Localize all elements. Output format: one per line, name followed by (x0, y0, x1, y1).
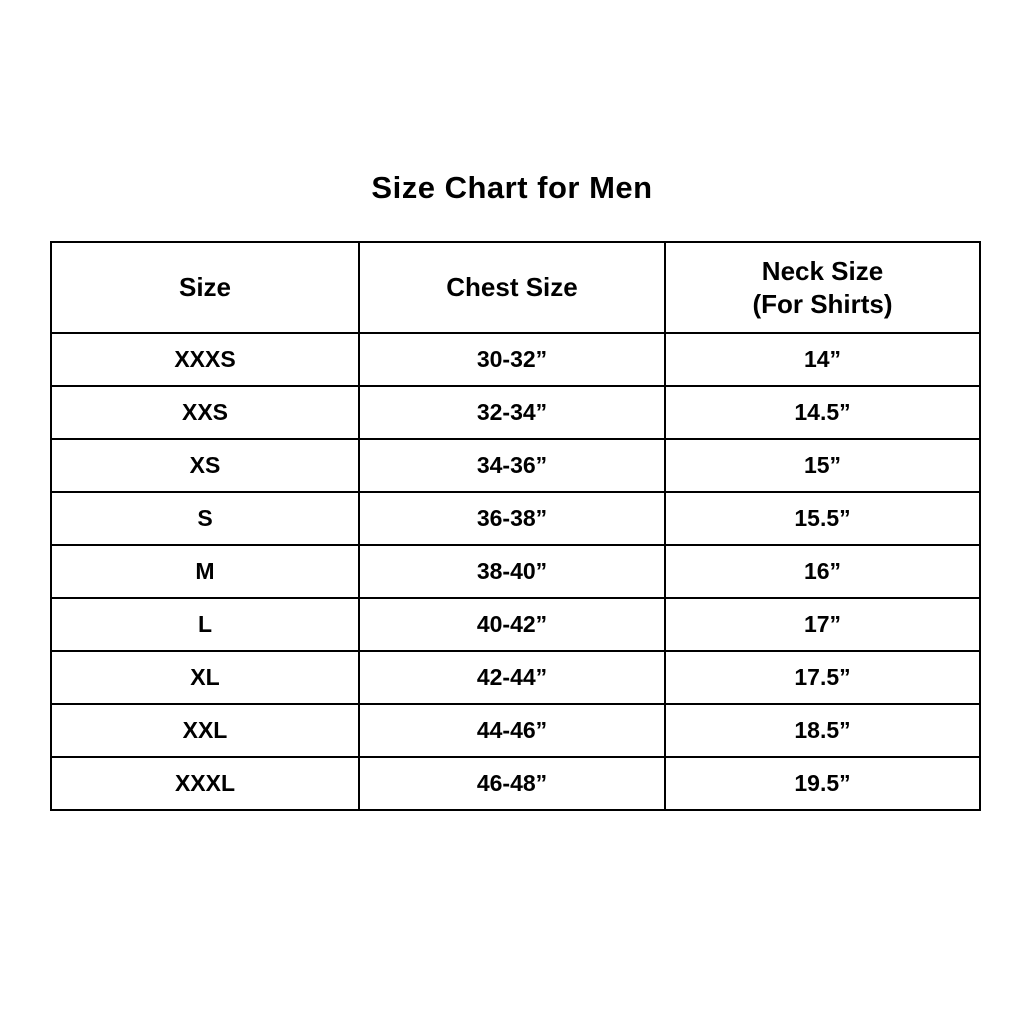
table-row (51, 386, 980, 439)
page-title: Size Chart for Men (371, 170, 653, 205)
cell-neck: 17.5” (665, 651, 980, 704)
table-header (51, 242, 980, 333)
cell-size: L (51, 598, 359, 651)
column-header-size: Size (51, 242, 359, 333)
cell-size: M (51, 545, 359, 598)
cell-neck: 15” (665, 439, 980, 492)
cell-size: XXXS (51, 333, 359, 386)
table-row (51, 757, 980, 810)
cell-size: XXS (51, 386, 359, 439)
table-row (51, 545, 980, 598)
column-header-chest-size: Chest Size (359, 242, 665, 333)
cell-chest: 38-40” (359, 545, 665, 598)
cell-chest: 30-32” (359, 333, 665, 386)
cell-chest: 40-42” (359, 598, 665, 651)
neck-size-sublabel: (For Shirts) (752, 288, 893, 319)
cell-chest: 34-36” (359, 439, 665, 492)
cell-chest: 42-44” (359, 651, 665, 704)
cell-neck: 14.5” (665, 386, 980, 439)
cell-neck: 16” (665, 545, 980, 598)
table-row (51, 651, 980, 704)
size-chart-table (50, 241, 981, 811)
cell-size: XXL (51, 704, 359, 757)
neck-size-label: Neck Size (761, 256, 884, 286)
table-row (51, 492, 980, 545)
cell-chest: 32-34” (359, 386, 665, 439)
cell-size: XXXL (51, 757, 359, 810)
header-row (51, 242, 980, 333)
table-body (51, 333, 980, 810)
cell-neck: 14” (665, 333, 980, 386)
table-row (51, 333, 980, 386)
cell-neck: 17” (665, 598, 980, 651)
cell-chest: 46-48” (359, 757, 665, 810)
table-row (51, 704, 980, 757)
cell-chest: 44-46” (359, 704, 665, 757)
cell-size: XS (51, 439, 359, 492)
column-header-neck-size (665, 242, 980, 333)
table-row (51, 598, 980, 651)
cell-size: XL (51, 651, 359, 704)
table-row (51, 439, 980, 492)
cell-size: S (51, 492, 359, 545)
cell-neck: 18.5” (665, 704, 980, 757)
cell-neck: 15.5” (665, 492, 980, 545)
cell-neck: 19.5” (665, 757, 980, 810)
cell-chest: 36-38” (359, 492, 665, 545)
